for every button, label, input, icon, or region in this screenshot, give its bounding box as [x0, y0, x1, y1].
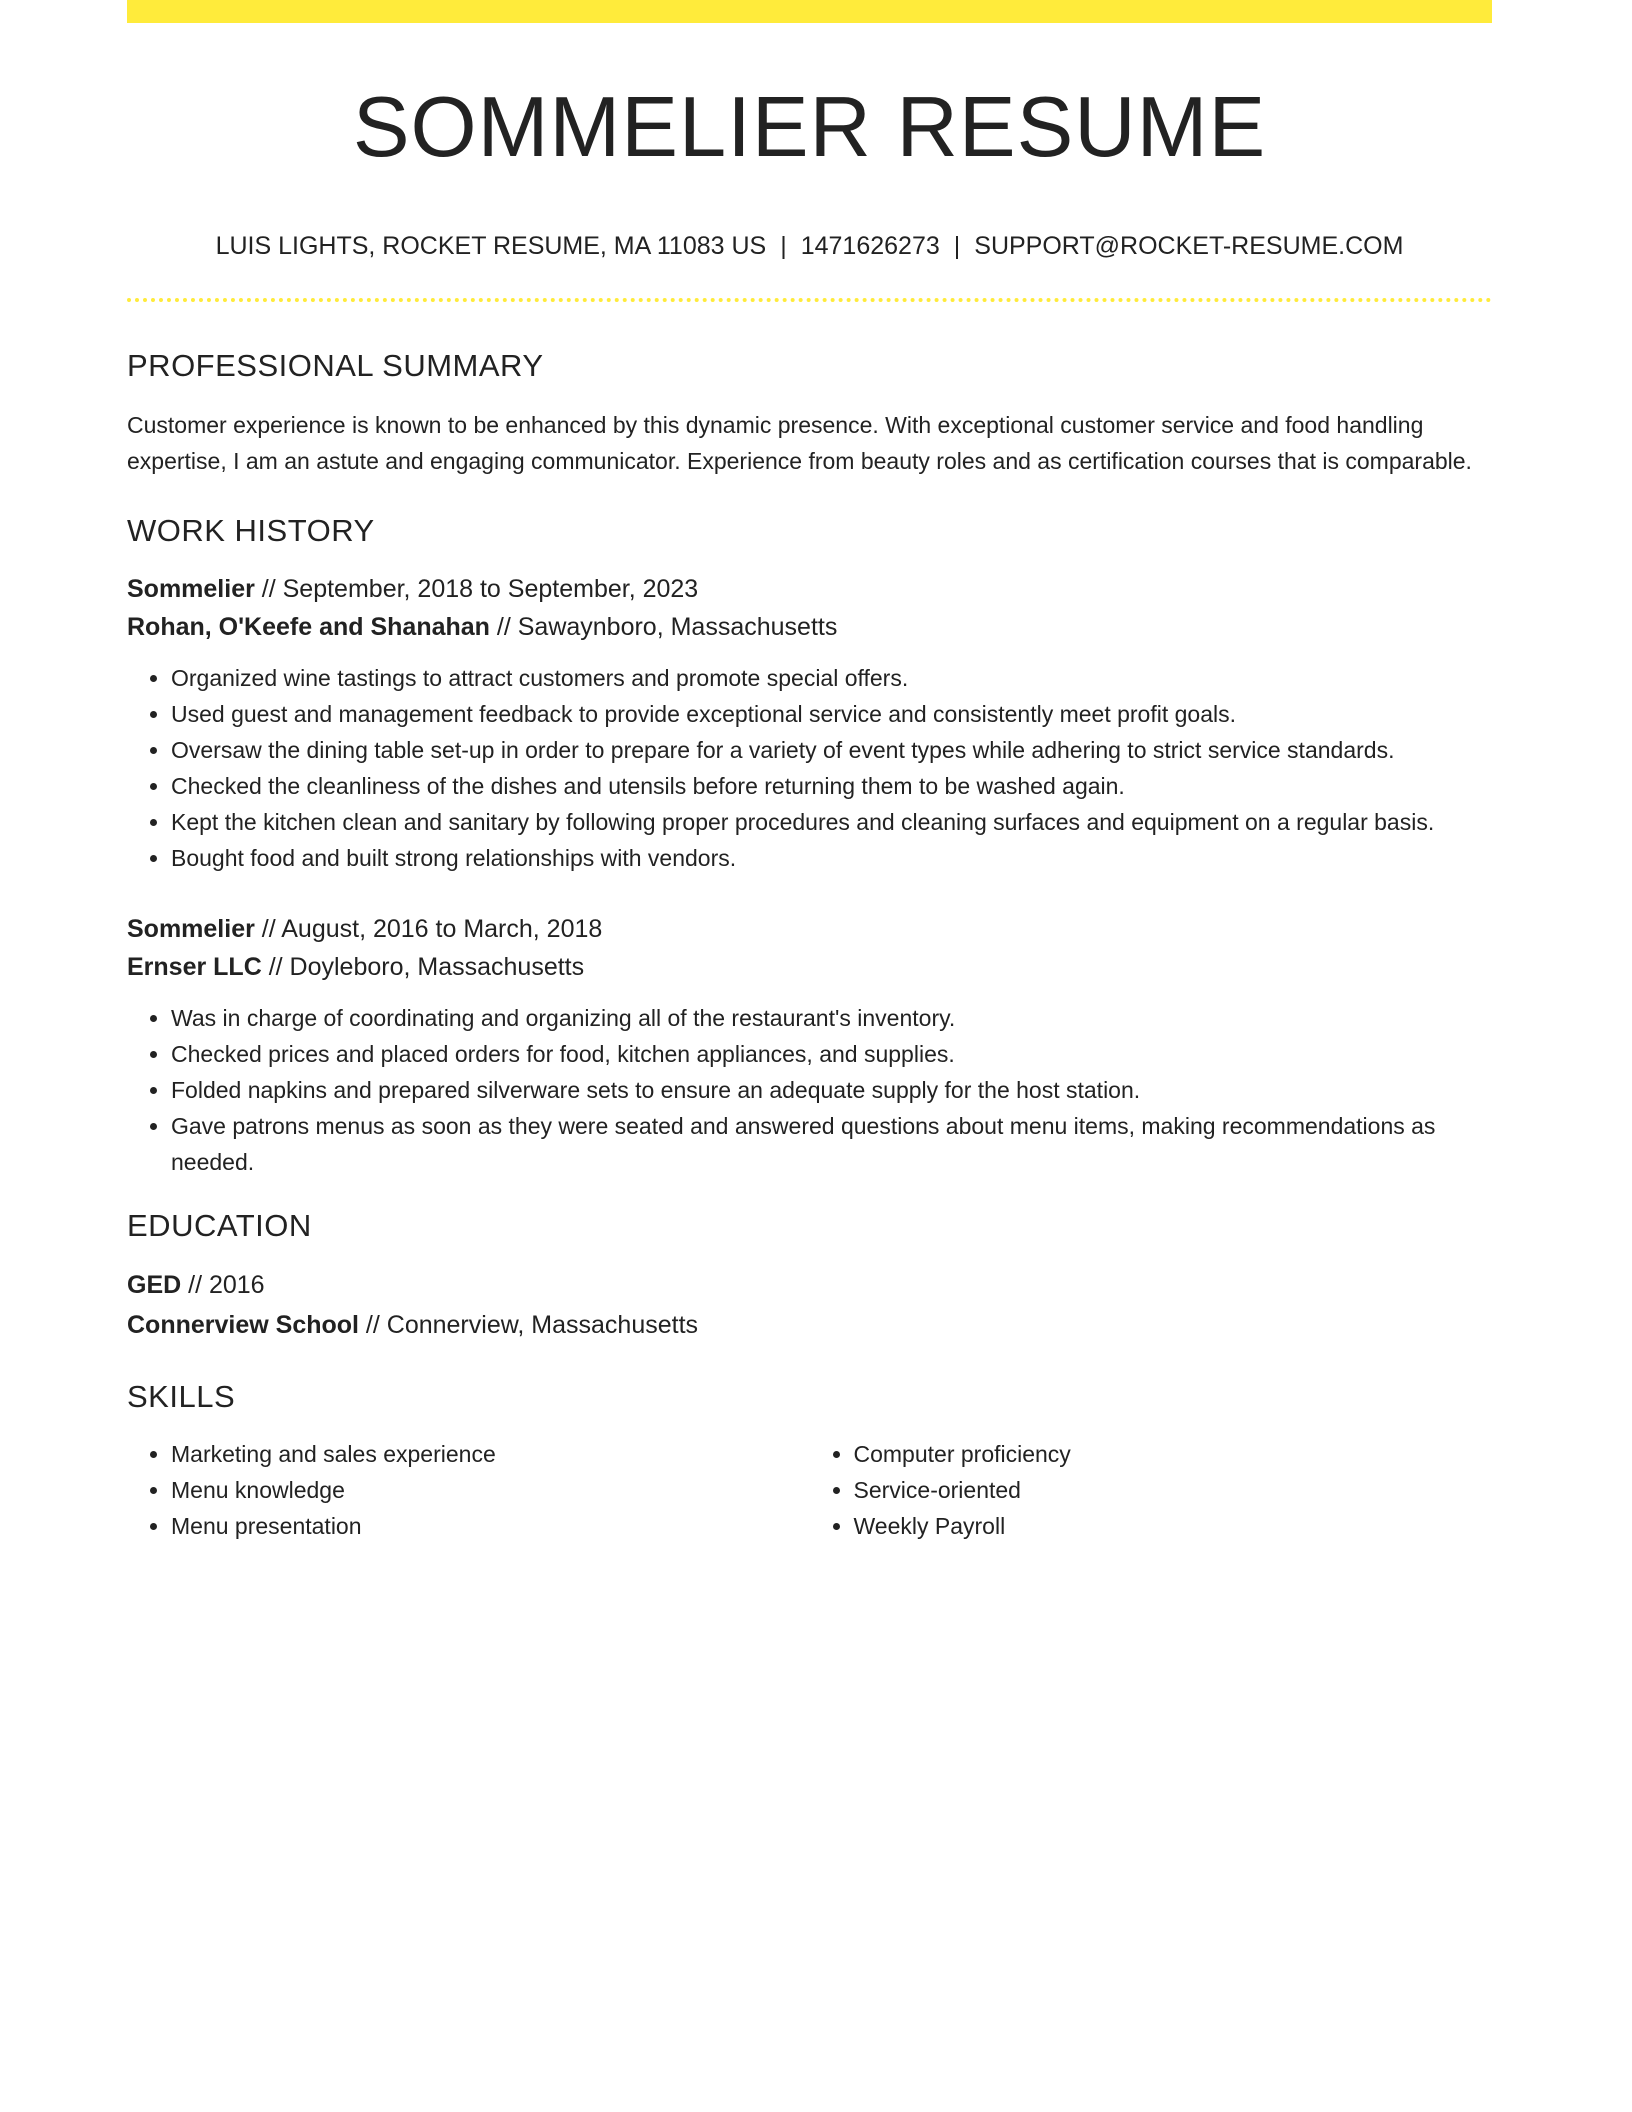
contact-separator: | [953, 232, 961, 260]
header-divider [127, 298, 1492, 302]
skill-item: • Menu presentation [171, 1508, 810, 1544]
header-accent-bar [127, 0, 1492, 23]
resume-title: SOMMELIER RESUME [352, 80, 1267, 175]
skill-item: • Menu knowledge [171, 1472, 810, 1508]
job-entry [127, 570, 1492, 876]
job-duty-item: • Bought food and built strong relationships with vendors. [171, 840, 1492, 876]
section-heading-skills: SKILLS [127, 1379, 236, 1414]
education-location: // Connerview, Massachusetts [358, 1311, 699, 1339]
job-duty-item: • Used guest and management feedback to provide exceptional service and consistently meet profit goals. [171, 696, 1492, 732]
job-location: // Doyleboro, Massachusetts [261, 953, 585, 981]
job-duty-item: • Folded napkins and prepared silverware sets to ensure an adequate supply for the host station. [171, 1072, 1492, 1108]
job-duty-item: • Kept the kitchen clean and sanitary by following proper procedures and cleaning surfaces and equipment on a regular basis. [171, 804, 1492, 840]
job-title: Sommelier [127, 915, 255, 943]
job-company: Ernser LLC [127, 953, 262, 981]
contact-address: LUIS LIGHTS, ROCKET RESUME, MA 11083 US [215, 232, 767, 260]
skill-item: • Marketing and sales experience [171, 1436, 810, 1472]
skills-list [127, 1436, 810, 1544]
job-duty-item: • Checked prices and placed orders for food, kitchen appliances, and supplies. [171, 1036, 1492, 1072]
contact-phone: 1471626273 [800, 232, 940, 260]
section-heading-education: EDUCATION [127, 1208, 312, 1243]
job-title-line [127, 570, 1492, 608]
job-duties-list [127, 660, 1492, 876]
resume-page [127, 0, 1492, 1544]
job-entry [127, 910, 1492, 1180]
job-duty-item: • Was in charge of coordinating and organizing all of the restaurant's inventory. [171, 1000, 1492, 1036]
job-duties-list [127, 1000, 1492, 1180]
section-heading-summary: PROFESSIONAL SUMMARY [127, 348, 544, 383]
skill-item: • Service-oriented [854, 1472, 1493, 1508]
education-year: // 2016 [181, 1271, 265, 1299]
job-company: Rohan, O'Keefe and Shanahan [127, 613, 490, 641]
contact-email: SUPPORT@ROCKET-RESUME.COM [974, 232, 1404, 260]
section-heading-work-history: WORK HISTORY [127, 513, 375, 548]
summary-text: Customer experience is known to be enhanced by this dynamic presence. With exceptional customer service and food handling expertise, I am an astute and engaging communicator. Experience from beauty roles and as certification courses that is comparable. [127, 412, 1472, 474]
skills-list [810, 1436, 1493, 1544]
job-location: // Sawaynboro, Massachusetts [489, 613, 838, 641]
job-dates: // September, 2018 to September, 2023 [254, 575, 699, 603]
education-school: Connerview School [127, 1311, 359, 1339]
skills-column-left [127, 1436, 810, 1544]
job-duty-item: • Organized wine tastings to attract customers and promote special offers. [171, 660, 1492, 696]
skills-column-right [810, 1436, 1493, 1544]
job-duty-item: • Gave patrons menus as soon as they were seated and answered questions about menu items, making recommendations as needed. [171, 1108, 1492, 1180]
job-duty-item: • Oversaw the dining table set-up in order to prepare for a variety of event types while adhering to strict service standards. [171, 732, 1492, 768]
contact-line [127, 234, 1492, 259]
job-dates: // August, 2016 to March, 2018 [254, 915, 603, 943]
education-degree-line [127, 1265, 1492, 1305]
job-company-line [127, 608, 1492, 646]
job-company-line [127, 948, 1492, 986]
contact-separator: | [780, 232, 787, 260]
job-title-line [127, 910, 1492, 948]
job-title: Sommelier [127, 575, 255, 603]
skill-item: • Weekly Payroll [854, 1508, 1493, 1544]
job-duty-item: • Checked the cleanliness of the dishes and utensils before returning them to be washed again. [171, 768, 1492, 804]
education-school-line [127, 1305, 1492, 1345]
education-degree: GED [127, 1271, 182, 1299]
skills-grid [127, 1436, 1492, 1544]
education-entry [127, 1265, 1492, 1345]
skill-item: • Computer proficiency [854, 1436, 1493, 1472]
